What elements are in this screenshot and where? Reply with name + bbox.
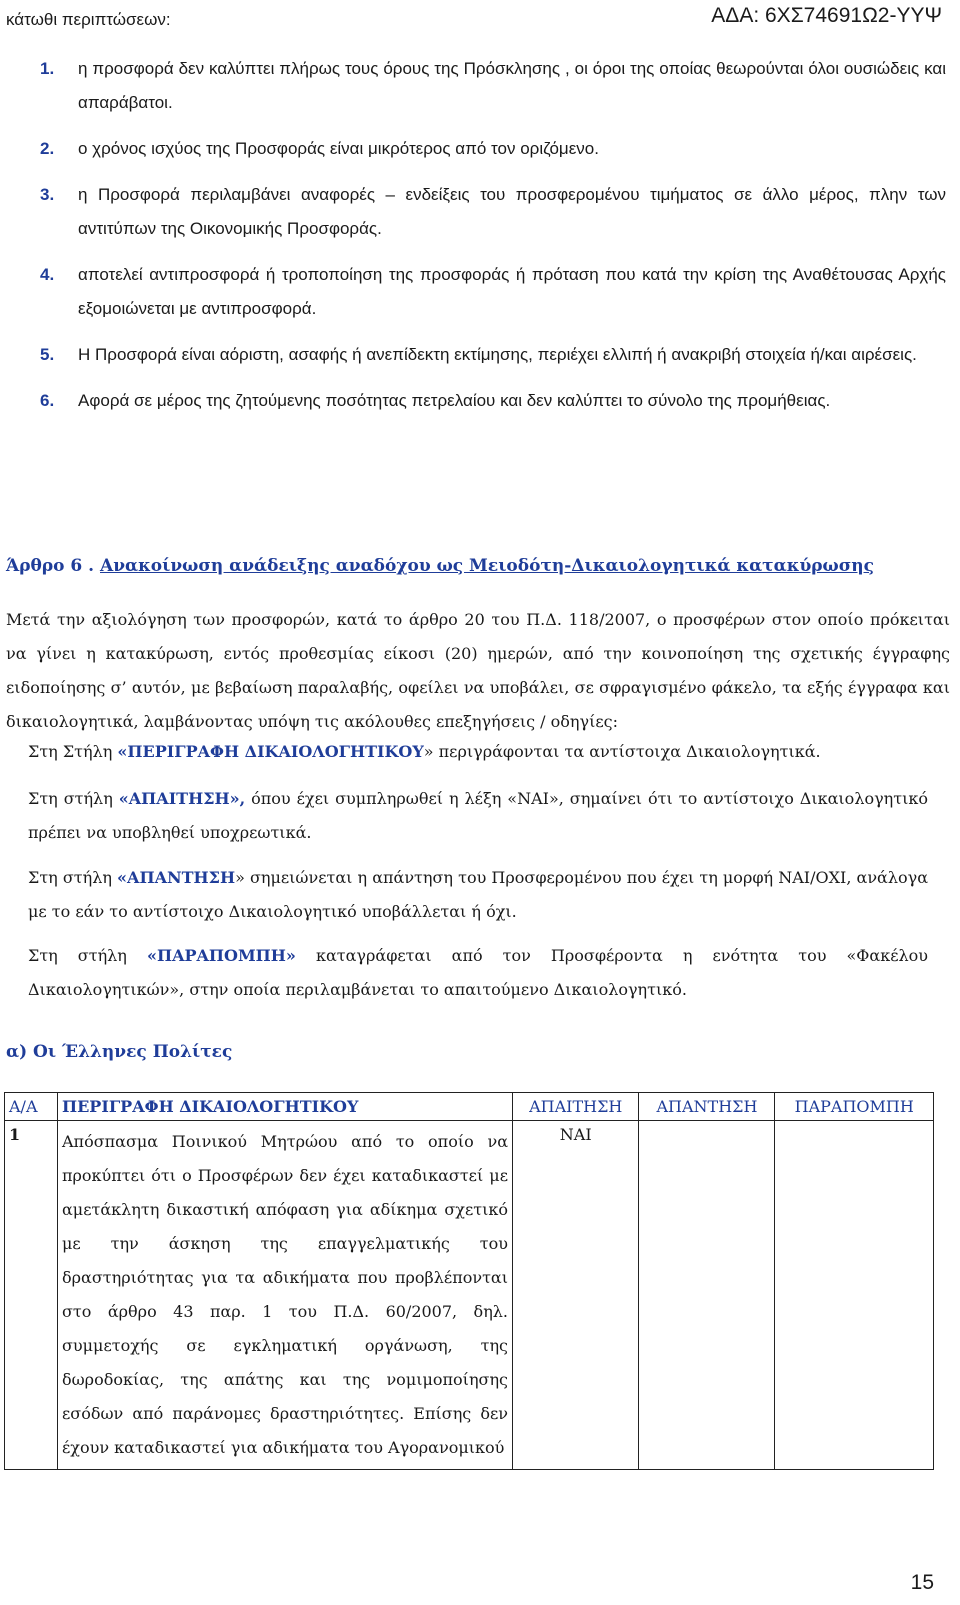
documents-table	[4, 1092, 934, 1470]
article-label: Άρθρο 6 .	[6, 556, 95, 576]
instruction-prefix: Στη στήλη	[28, 946, 147, 965]
instruction-key: «ΑΠΑΙΤΗΣΗ»,	[118, 789, 246, 808]
header-reference: ΠΑΡΑΠΟΜΠΗ	[775, 1093, 934, 1121]
list-item-text: η Προσφορά περιλαμβάνει αναφορές – ενδείξεις του προσφερομένου τιμήματος σε άλλο μέρος, πλην των αντιτύπων της Οικονομικής Προσφοράς.	[78, 185, 946, 238]
instruction-prefix: Στη στήλη	[28, 789, 119, 808]
instruction-prefix: Στη Στήλη	[28, 742, 118, 761]
exclusion-conditions-list	[40, 52, 946, 430]
row-description: Απόσπασμα Ποινικού Μητρώου από το οποίο να προκύπτει ότι ο Προσφέρων δεν έχει καταδικαστεί με αμετάκλητη δικαστική απόφαση για αδίκημα σχετικό με την άσκηση της επαγγελματικής του δραστηριότητας για τα αδικήματα που προβλέπονται στο άρθρο 43 παρ. 1 του Π.Δ. 60/2007, δηλ. συμμετοχής σε εγκληματική οργάνωση, της δωροδοκίας, της απάτης και της νομιμοποίησης εσόδων από παράνομες δραστηριότητες. Επίσης δεν έχουν καταδικαστεί για αδικήματα του Αγορανομικού	[58, 1121, 513, 1470]
instruction-key: «ΠΕΡΙΓΡΑΦΗ ΔΙΚΑΙΟΛΟΓΗΤΙΚΟΥ	[117, 742, 424, 761]
continuation-text: κάτωθι περιπτώσεων:	[6, 10, 171, 29]
header-description: ΠΕΡΙΓΡΑΦΗ ΔΙΚΑΙΟΛΟΓΗΤΙΚΟΥ	[58, 1093, 513, 1121]
list-item	[40, 338, 946, 372]
list-item	[40, 384, 946, 418]
intro-paragraph: Μετά την αξιολόγηση των προσφορών, κατά το άρθρο 20 του Π.Δ. 118/2007, ο προσφέρων στον οποίο πρόκειται να γίνει η κατακύρωση, εντός προθεσμίας είκοσι (20) ημερών, από την κοινοποίηση της σχετικής έγγραφης ειδοποίησης σ’ αυτόν, με βεβαίωση παραλαβής, οφείλει να υποβάλει, σε σφραγισμένο φάκελο, τα εξής έγγραφα και δικαιολογητικά, λαμβάνοντας υπόψη τις ακόλουθες επεξηγήσεις / οδηγίες:	[6, 610, 950, 731]
row-reference	[775, 1121, 934, 1470]
instruction-text: όπου έχει συμπληρωθεί η λέξη «ΝΑΙ», σημαίνει ότι το αντίστοιχο Δικαιολογητικό πρέπει να υποβληθεί υποχρεωτικά.	[28, 789, 928, 842]
instruction-text: καταγράφεται από τον Προσφέροντα η ενότητα του «Φακέλου Δικαιολογητικών», στην οποία περιλαμβάνεται το απαιτούμενο Δικαιολογητικό.	[28, 946, 929, 999]
list-item-text: Η Προσφορά είναι αόριστη, ασαφής ή ανεπίδεκτη εκτίμησης, περιέχει ελλιπή ή ανακριβή στοιχεία ή/και αιρέσεις.	[78, 345, 917, 364]
ada-code: ΑΔΑ: 6ΧΣ74691Ω2-ΥΥΨ	[711, 4, 942, 27]
row-requirement: ΝΑΙ	[513, 1121, 639, 1470]
list-item-text: ο χρόνος ισχύος της Προσφοράς είναι μικρότερος από τον οριζόμενο.	[78, 139, 599, 158]
header-requirement: ΑΠΑΙΤΗΣΗ	[513, 1093, 639, 1121]
header-aa: Α/Α	[5, 1093, 58, 1121]
instruction-text: » σημειώνεται η απάντηση του Προσφερομένου που έχει τη μορφή ΝΑΙ/ΟΧΙ, ανάλογα με το εάν το αντίστοιχο Δικαιολογητικό υποβάλλεται ή όχι.	[28, 868, 928, 921]
list-item-text: Αφορά σε μέρος της ζητούμενης ποσότητας πετρελαίου και δεν καλύπτει το σύνολο της προμήθειας.	[78, 391, 831, 410]
table-header-row	[5, 1093, 934, 1121]
row-number: 1	[5, 1121, 58, 1470]
list-number: 1.	[40, 59, 55, 78]
list-number: 6.	[40, 391, 55, 410]
list-item	[40, 178, 946, 246]
list-item-text: αποτελεί αντιπροσφορά ή τροποποίηση της προσφοράς ή πρόταση που κατά την κρίση της Αναθέτουσας Αρχής εξομοιώνεται με αντιπροσφορά.	[78, 265, 946, 318]
list-item	[40, 258, 946, 326]
list-item	[40, 132, 946, 166]
instruction-reference	[28, 939, 928, 1007]
instruction-requirement	[28, 782, 928, 850]
table-row	[5, 1121, 934, 1470]
instruction-key: «ΑΠΑΝΤΗΣΗ	[117, 868, 236, 887]
article-title: Ανακοίνωση ανάδειξης αναδόχου ως Μειοδότη-Δικαιολογητικά κατακύρωσης	[100, 556, 874, 576]
instruction-description	[28, 735, 928, 769]
row-answer	[639, 1121, 775, 1470]
subheading: α) Οι Έλληνες Πολίτες	[6, 1042, 233, 1062]
instruction-answer	[28, 861, 928, 929]
page-number: 15	[910, 1571, 934, 1594]
header-answer: ΑΠΑΝΤΗΣΗ	[639, 1093, 775, 1121]
list-item-text: η προσφορά δεν καλύπτει πλήρως τους όρους της Πρόσκλησης , οι όροι της οποίας θεωρούνται όλοι ουσιώδεις και απαράβατοι.	[78, 59, 946, 112]
instruction-prefix: Στη στήλη	[28, 868, 118, 887]
list-number: 5.	[40, 345, 55, 364]
list-item	[40, 52, 946, 120]
instruction-text: » περιγράφονται τα αντίστοιχα Δικαιολογητικά.	[423, 742, 821, 761]
article-heading	[6, 556, 874, 576]
list-number: 2.	[40, 139, 55, 158]
list-number: 3.	[40, 185, 55, 204]
list-number: 4.	[40, 265, 55, 284]
instruction-key: «ΠΑΡΑΠΟΜΠΗ»	[146, 946, 296, 965]
